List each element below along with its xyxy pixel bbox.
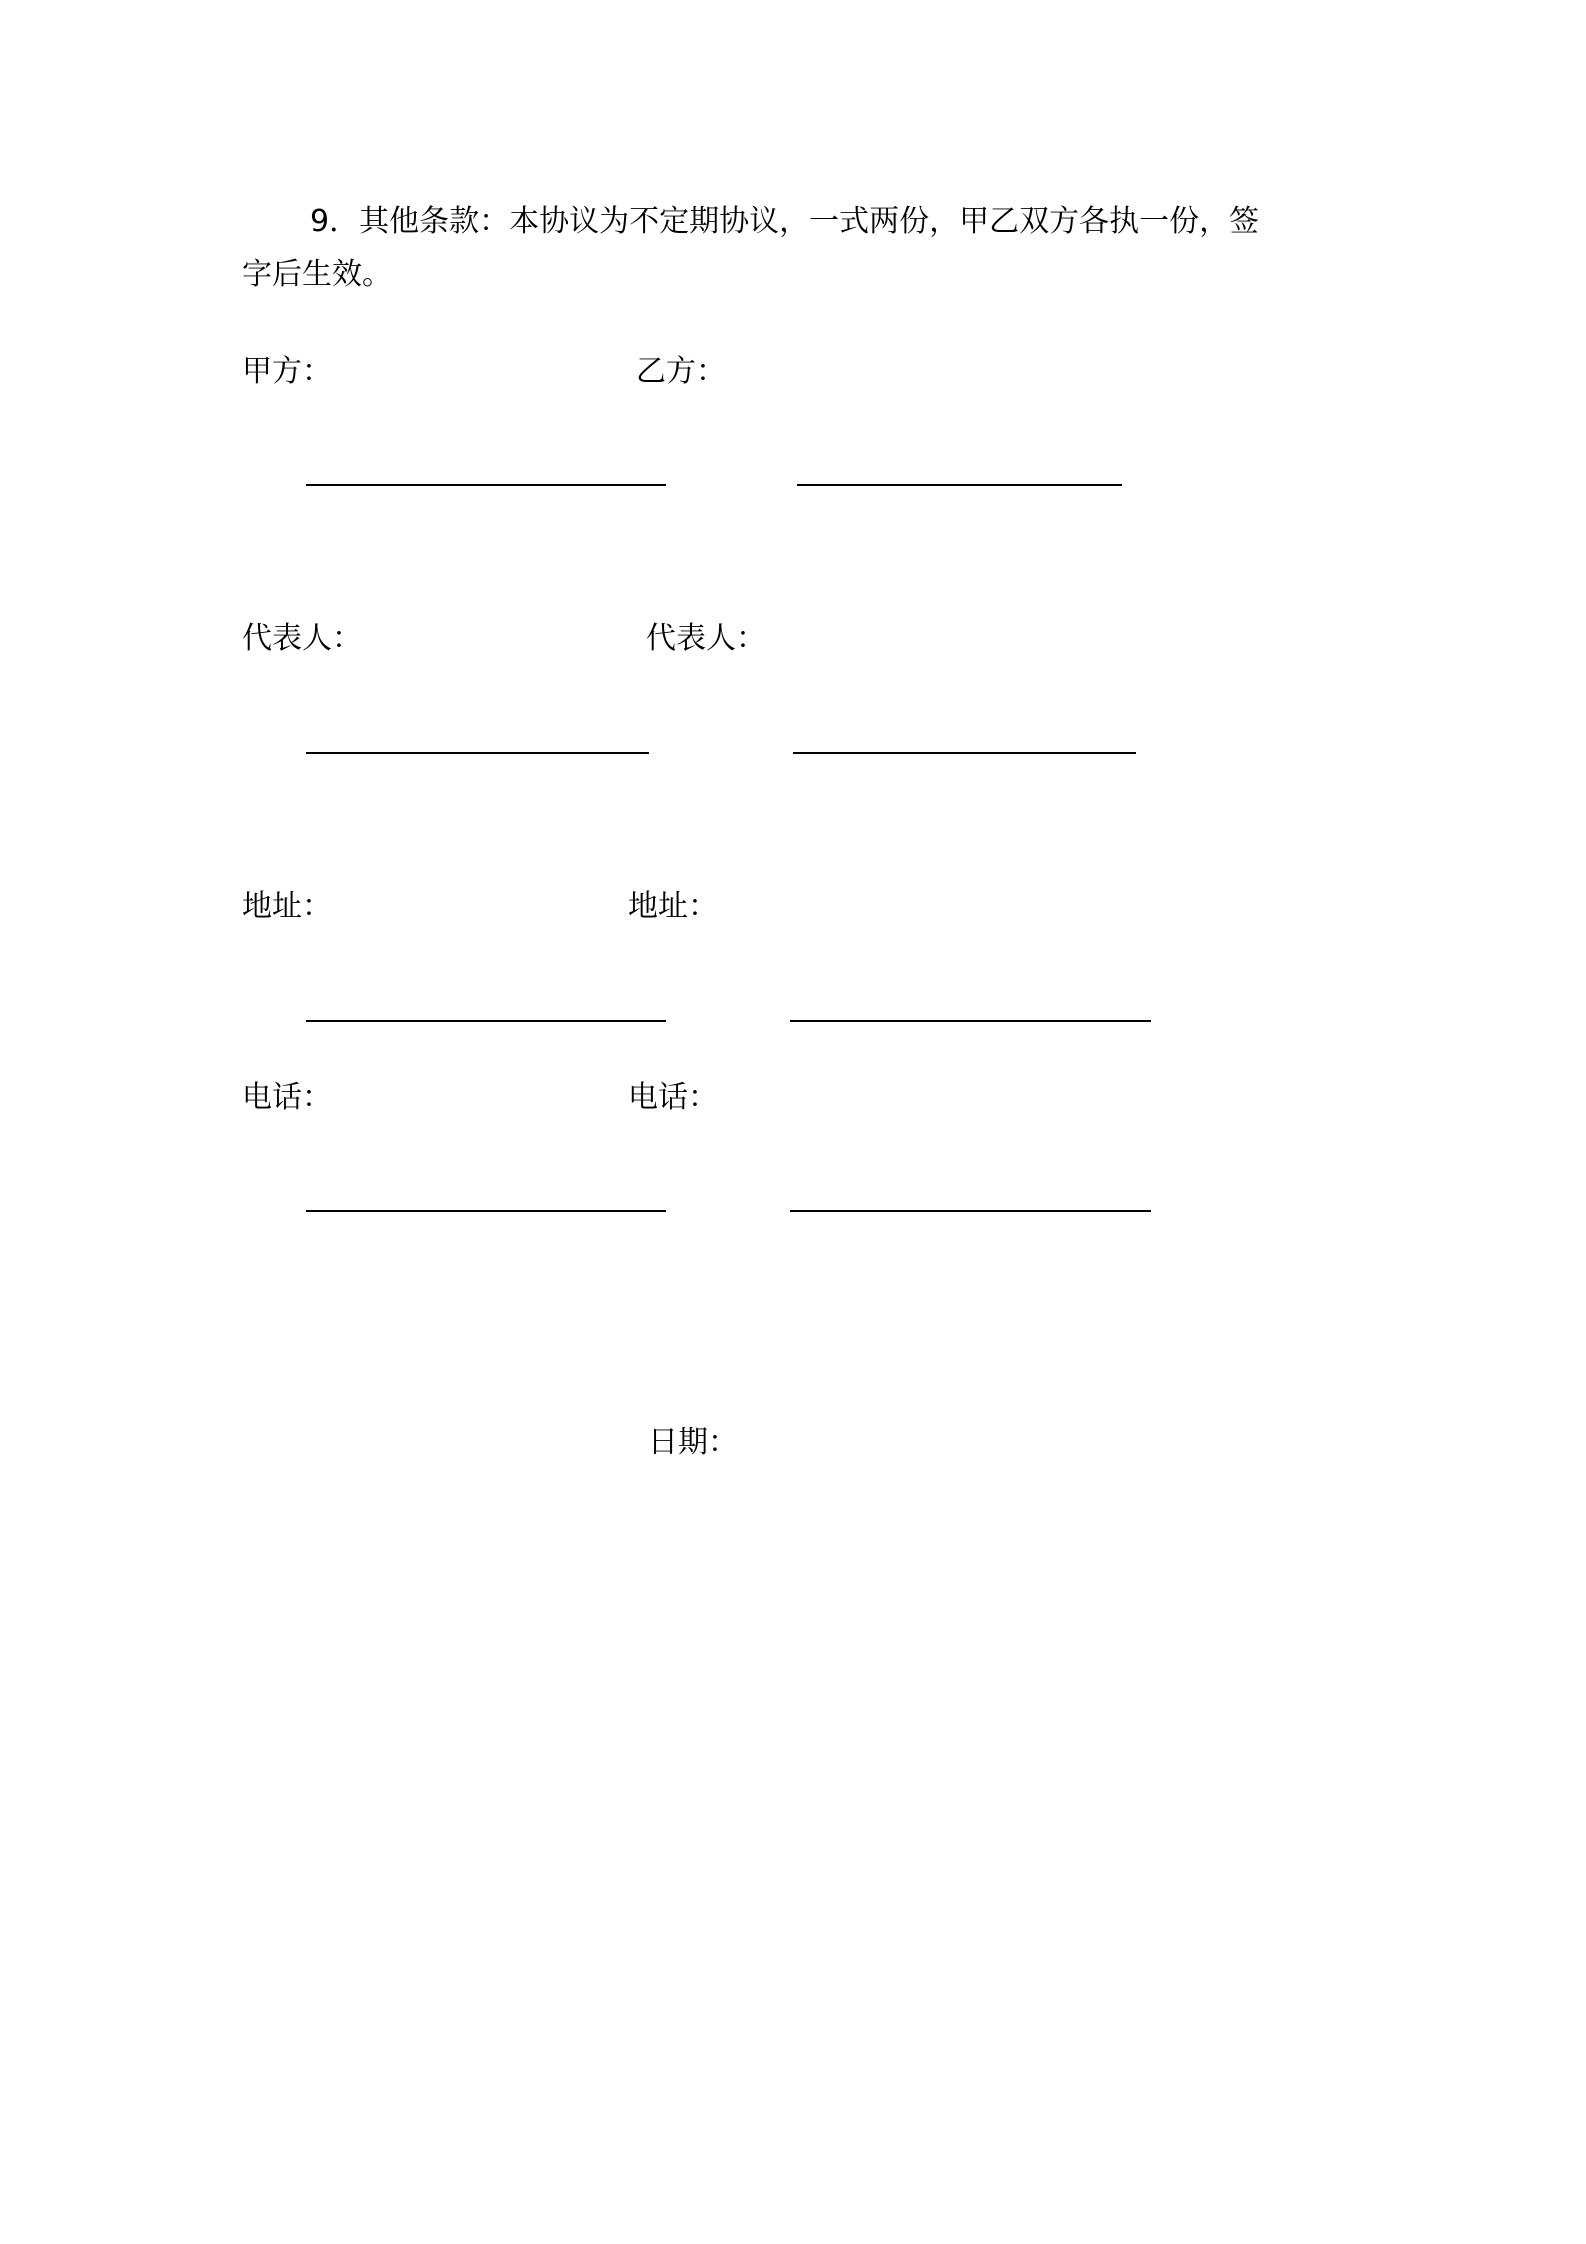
address-a-line xyxy=(306,1020,666,1022)
party-b-label: 乙方： xyxy=(636,354,726,389)
address-b-label: 地址： xyxy=(628,889,718,924)
party-a-signature-line xyxy=(306,484,666,486)
rep-a-label: 代表人： xyxy=(242,621,362,656)
party-a-label: 甲方： xyxy=(242,354,332,389)
clause-9-line-2: 字后生效。 xyxy=(242,257,392,292)
address-b-line xyxy=(790,1020,1151,1022)
phone-b-label: 电话： xyxy=(628,1080,718,1115)
rep-a-signature-line xyxy=(306,752,649,754)
party-b-signature-line xyxy=(797,484,1122,486)
rep-b-label: 代表人： xyxy=(646,621,766,656)
clause-9-line-1: 9．其他条款：本协议为不定期协议，一式两份，甲乙双方各执一份，签 xyxy=(310,204,1260,239)
phone-a-label: 电话： xyxy=(242,1080,332,1115)
address-a-label: 地址： xyxy=(242,889,332,924)
date-label: 日期： xyxy=(648,1425,738,1460)
rep-b-signature-line xyxy=(793,752,1136,754)
phone-b-line xyxy=(790,1210,1151,1212)
phone-a-line xyxy=(306,1210,666,1212)
